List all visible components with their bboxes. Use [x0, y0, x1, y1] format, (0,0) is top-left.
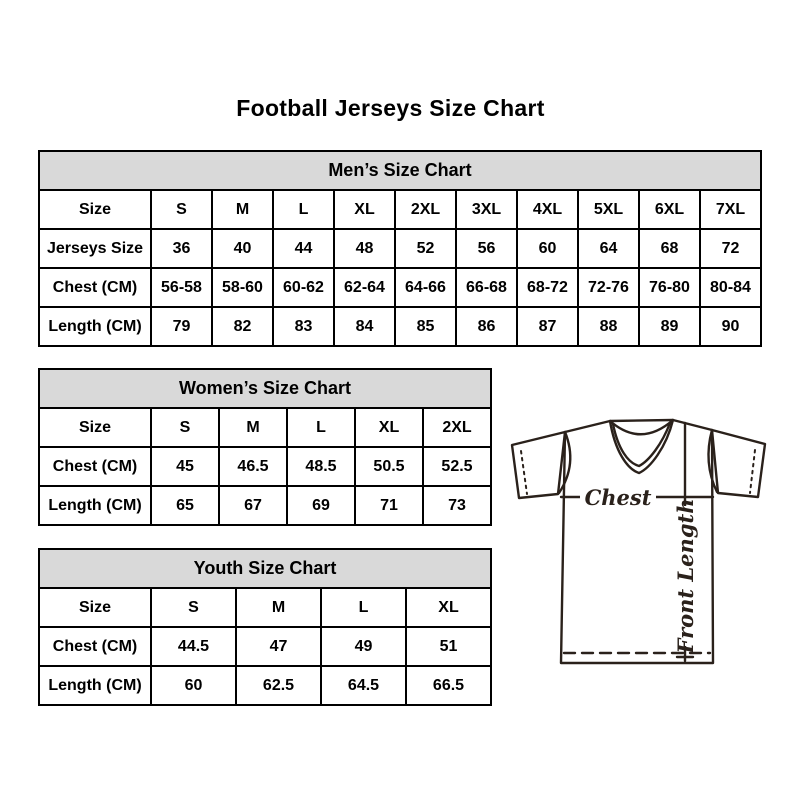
womens-table-title: Women’s Size Chart	[39, 369, 491, 408]
youth-size-chart-table	[38, 548, 492, 706]
value-cell: 79	[151, 307, 212, 346]
value-cell: 65	[151, 486, 219, 525]
value-cell: 45	[151, 447, 219, 486]
value-cell: 66.5	[406, 666, 491, 705]
value-cell: 56	[456, 229, 517, 268]
value-cell: 52	[395, 229, 456, 268]
row-label-cell: Chest (CM)	[39, 447, 151, 486]
youth-table-body	[39, 588, 491, 705]
value-cell: 69	[287, 486, 355, 525]
value-cell: 2XL	[423, 408, 491, 447]
value-cell: 86	[456, 307, 517, 346]
value-cell: 64.5	[321, 666, 406, 705]
table-row	[39, 486, 491, 525]
value-cell: S	[151, 408, 219, 447]
value-cell: L	[321, 588, 406, 627]
value-cell: 68	[639, 229, 700, 268]
value-cell: XL	[334, 190, 395, 229]
value-cell: S	[151, 588, 236, 627]
row-label-cell: Chest (CM)	[39, 268, 151, 307]
youth-table-header	[39, 549, 491, 588]
value-cell: M	[212, 190, 273, 229]
value-cell: 6XL	[639, 190, 700, 229]
value-cell: 50.5	[355, 447, 423, 486]
value-cell: XL	[406, 588, 491, 627]
value-cell: 72-76	[578, 268, 639, 307]
value-cell: 60	[151, 666, 236, 705]
value-cell: 82	[212, 307, 273, 346]
value-cell: 64	[578, 229, 639, 268]
value-cell: 80-84	[700, 268, 761, 307]
value-cell: 84	[334, 307, 395, 346]
value-cell: 48	[334, 229, 395, 268]
value-cell: 72	[700, 229, 761, 268]
value-cell: XL	[355, 408, 423, 447]
table-row	[39, 588, 491, 627]
value-cell: L	[287, 408, 355, 447]
value-cell: 89	[639, 307, 700, 346]
value-cell: 68-72	[517, 268, 578, 307]
value-cell: 46.5	[219, 447, 287, 486]
value-cell: 64-66	[395, 268, 456, 307]
table-row	[39, 229, 761, 268]
value-cell: 58-60	[212, 268, 273, 307]
jersey-right-sleeve	[712, 430, 765, 497]
value-cell: 60-62	[273, 268, 334, 307]
row-label-cell: Length (CM)	[39, 486, 151, 525]
value-cell: 51	[406, 627, 491, 666]
table-row	[39, 447, 491, 486]
front-length-label: Front Length	[673, 498, 698, 654]
value-cell: 67	[219, 486, 287, 525]
value-cell: 62-64	[334, 268, 395, 307]
value-cell: 5XL	[578, 190, 639, 229]
row-label-cell: Length (CM)	[39, 666, 151, 705]
womens-table-body	[39, 408, 491, 525]
value-cell: 2XL	[395, 190, 456, 229]
chest-label: Chest	[584, 485, 652, 510]
row-label-cell: Length (CM)	[39, 307, 151, 346]
value-cell: 47	[236, 627, 321, 666]
table-row	[39, 307, 761, 346]
value-cell: 62.5	[236, 666, 321, 705]
table-row	[39, 190, 761, 229]
mens-table-header	[39, 151, 761, 190]
value-cell: 49	[321, 627, 406, 666]
value-cell: 85	[395, 307, 456, 346]
value-cell: M	[219, 408, 287, 447]
value-cell: 90	[700, 307, 761, 346]
mens-table-body	[39, 190, 761, 346]
jersey-left-sleeve	[512, 432, 565, 498]
value-cell: 40	[212, 229, 273, 268]
row-label-cell: Size	[39, 190, 151, 229]
page-title: Football Jerseys Size Chart	[236, 95, 545, 121]
table-row	[39, 408, 491, 447]
value-cell: 36	[151, 229, 212, 268]
womens-size-chart-table	[38, 368, 492, 526]
value-cell: 44.5	[151, 627, 236, 666]
mens-size-chart-table	[38, 150, 762, 347]
value-cell: 83	[273, 307, 334, 346]
mens-table-title: Men’s Size Chart	[39, 151, 761, 190]
table-title-row	[39, 369, 491, 408]
value-cell: 3XL	[456, 190, 517, 229]
value-cell: 56-58	[151, 268, 212, 307]
table-title-row	[39, 151, 761, 190]
row-label-cell: Jerseys Size	[39, 229, 151, 268]
youth-table-title: Youth Size Chart	[39, 549, 491, 588]
value-cell: 71	[355, 486, 423, 525]
value-cell: 76-80	[639, 268, 700, 307]
value-cell: 88	[578, 307, 639, 346]
row-label-cell: Size	[39, 588, 151, 627]
value-cell: 44	[273, 229, 334, 268]
womens-table-header	[39, 369, 491, 408]
table-row	[39, 666, 491, 705]
value-cell: L	[273, 190, 334, 229]
table-row	[39, 627, 491, 666]
value-cell: 87	[517, 307, 578, 346]
value-cell: 52.5	[423, 447, 491, 486]
value-cell: S	[151, 190, 212, 229]
value-cell: 60	[517, 229, 578, 268]
table-row	[39, 268, 761, 307]
value-cell: 48.5	[287, 447, 355, 486]
value-cell: M	[236, 588, 321, 627]
row-label-cell: Size	[39, 408, 151, 447]
value-cell: 73	[423, 486, 491, 525]
row-label-cell: Chest (CM)	[39, 627, 151, 666]
table-title-row	[39, 549, 491, 588]
value-cell: 7XL	[700, 190, 761, 229]
value-cell: 66-68	[456, 268, 517, 307]
jersey-measurement-diagram	[500, 406, 780, 671]
value-cell: 4XL	[517, 190, 578, 229]
